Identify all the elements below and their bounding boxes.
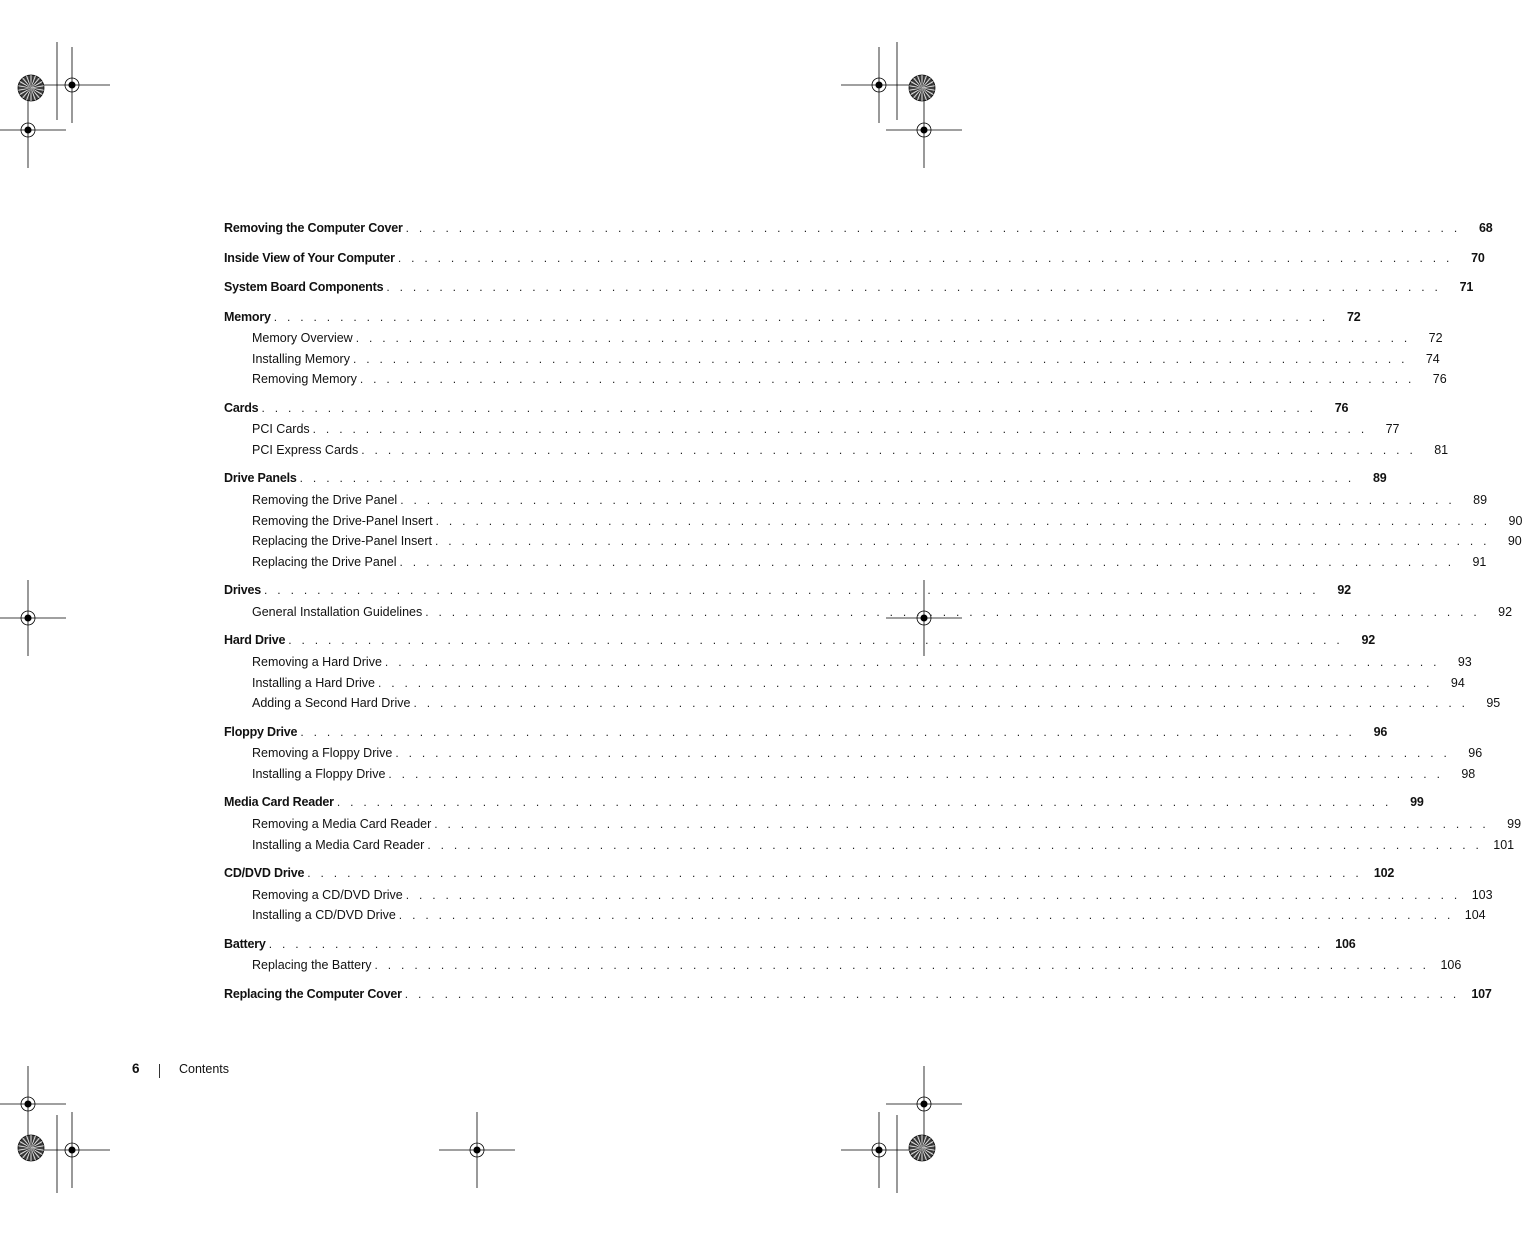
footer-title: Contents (179, 1062, 230, 1076)
toc-subentry-title: Replacing the Drive Panel (252, 554, 397, 569)
toc-subentry-page-number: 91 (1472, 554, 1487, 569)
dot-leader: . . . . . . . . . . . . . . . . . . . . . . . . . . . . . . . . . . . . . . . . . . . . . . . . . . . . . . . . . . . . . . . . . . . . . . . . . . . . . . . . (398, 908, 1454, 923)
toc-section (224, 468, 1522, 572)
toc-entry-title: Cards (224, 400, 259, 415)
toc-subentry[interactable] (224, 369, 1447, 390)
toc-subentry-title: Removing Memory (252, 372, 357, 387)
dot-leader: . . . . . . . . . . . . . . . . . . . . . . . . . . . . . . . . . . . . . . . . . . . . . . . . . . . . . . . . . . . . . . . . . . . . . . . . . . . . . . . . (384, 654, 1440, 669)
dot-leader: . . . . . . . . . . . . . . . . . . . . . . . . . . . . . . . . . . . . . . . . . . . . . . . . . . . . . . . . . . . . . . . . . . . . . . . . . . . . . . . . (399, 554, 1455, 569)
toc-subentry-page-number: 106 (1440, 958, 1462, 973)
toc-subentry[interactable] (224, 490, 1488, 511)
toc-section (224, 722, 1483, 785)
toc-entry-page-number: 76 (1334, 400, 1349, 415)
toc-section (224, 934, 1462, 976)
toc-entry-title: Drives (224, 583, 262, 598)
toc-subentry-title: Replacing the Battery (252, 958, 372, 973)
toc-subentry-title: Removing the Drive Panel (252, 492, 398, 507)
toc-entry-title: System Board Components (224, 280, 384, 294)
toc-entry-title: Inside View of Your Computer (224, 250, 395, 265)
toc-subentry-title: PCI Cards (252, 422, 310, 437)
toc-section (224, 248, 1485, 270)
toc-subentry-page-number: 89 (1473, 492, 1488, 507)
dot-leader: . . . . . . . . . . . . . . . . . . . . . . . . . . . . . . . . . . . . . . . . . . . . . . . . . . . . . . . . . . . . . . . . . . . . . . . . . . . . . . . . (395, 746, 1451, 761)
toc-entry-page-number: 102 (1373, 866, 1395, 881)
toc-subentry[interactable] (224, 349, 1440, 370)
toc-entry-title: Battery (224, 936, 266, 951)
toc-subentry-page-number: 94 (1450, 675, 1465, 690)
footer-divider (159, 1064, 160, 1078)
toc-subentry[interactable] (224, 905, 1486, 926)
toc-section (224, 277, 1474, 299)
toc-entry[interactable] (224, 934, 1356, 956)
table-of-contents (224, 218, 1522, 1013)
dot-leader: . . . . . . . . . . . . . . . . . . . . . . . . . . . . . . . . . . . . . . . . . . . . . . . . . . . . . . . . . . . . . . . . . . . . . . . . . . . . . . . . (425, 604, 1481, 619)
toc-subentry[interactable] (224, 955, 1462, 976)
toc-subentry-page-number: 72 (1428, 331, 1443, 345)
toc-subentry-page-number: 81 (1434, 442, 1449, 457)
toc-entry-title: Replacing the Computer Cover (224, 986, 402, 1001)
toc-entry-page-number: 92 (1337, 583, 1351, 598)
toc-section (224, 218, 1493, 240)
toc-subentry-title: General Installation Guidelines (252, 604, 423, 619)
toc-subentry-title: Installing Memory (252, 351, 350, 366)
dot-leader: . . . . . . . . . . . . . . . . . . . . . . . . . . . . . . . . . . . . . . . . . . . . . . . . . . . . . . . . . . . . . . . . . . . . . . . . . . . . . . . . (336, 795, 1392, 810)
toc-subentry-page-number: 104 (1464, 908, 1486, 923)
toc-subentry[interactable] (224, 743, 1483, 764)
toc-subentry-page-number: 76 (1432, 372, 1447, 387)
toc-entry[interactable] (224, 792, 1424, 814)
dot-leader: . . . . . . . . . . . . . . . . . . . . . . . . . . . . . . . . . . . . . . . . . . . . . . . . . . . . . . . . . . . . . . . . . . . . . . . . . . . . . . . . (261, 400, 1317, 415)
toc-subentry-page-number: 99 (1507, 816, 1522, 831)
dot-leader: . . . . . . . . . . . . . . . . . . . . . . . . . . . . . . . . . . . . . . . . . . . . . . . . . . . . . . . . . . . . . . . . . . . . . . . . . . . . . . . . (434, 816, 1490, 831)
dot-leader: . . . . . . . . . . . . . . . . . . . . . . . . . . . . . . . . . . . . . . . . . . . . . . . . . . . . . . . . . . . . . . . . . . . . . . . . . . . . . . . . (307, 866, 1363, 881)
toc-subentry-page-number: 101 (1493, 837, 1515, 852)
toc-subentry[interactable] (224, 440, 1449, 461)
dot-leader: . . . . . . . . . . . . . . . . . . . . . . . . . . . . . . . . . . . . . . . . . . . . . . . . . . . . . . . . . . . . . . . . . . . . . . . . . . . . . . . . (386, 280, 1442, 294)
toc-entry[interactable] (224, 630, 1376, 652)
dot-leader: . . . . . . . . . . . . . . . . . . . . . . . . . . . . . . . . . . . . . . . . . . . . . . . . . . . . . . . . . . . . . . . . . . . . . . . . . . . . . . . . (312, 422, 1368, 437)
dot-leader: . . . . . . . . . . . . . . . . . . . . . . . . . . . . . . . . . . . . . . . . . . . . . . . . . . . . . . . . . . . . . . . . . . . . . . . . . . . . . . . . (404, 986, 1460, 1001)
toc-subentry-title: Replacing the Drive-Panel Insert (252, 534, 432, 549)
toc-entry-title: Media Card Reader (224, 795, 334, 810)
dot-leader: . . . . . . . . . . . . . . . . . . . . . . . . . . . . . . . . . . . . . . . . . . . . . . . . . . . . . . . . . . . . . . . . . . . . . . . . . . . . . . . . (405, 887, 1461, 902)
toc-entry[interactable] (224, 580, 1351, 602)
toc-subentry[interactable] (224, 511, 1522, 532)
dot-leader: . . . . . . . . . . . . . . . . . . . . . . . . . . . . . . . . . . . . . . . . . . . . . . . . . . . . . . . . . . . . . . . . . . . . . . . . . . . . . . . . (273, 309, 1329, 324)
dot-leader: . . . . . . . . . . . . . . . . . . . . . . . . . . . . . . . . . . . . . . . . . . . . . . . . . . . . . . . . . . . . . . . . . . . . . . . . . . . . . . . . (361, 442, 1417, 457)
toc-subentry[interactable] (224, 531, 1522, 552)
dot-leader: . . . . . . . . . . . . . . . . . . . . . . . . . . . . . . . . . . . . . . . . . . . . . . . . . . . . . . . . . . . . . . . . . . . . . . . . . . . . . . . . (434, 534, 1490, 549)
toc-subentry[interactable] (224, 652, 1472, 673)
toc-entry-page-number: 71 (1459, 280, 1474, 294)
toc-entry-page-number: 99 (1410, 795, 1424, 810)
toc-entry-page-number: 96 (1373, 724, 1388, 739)
toc-section (224, 398, 1449, 461)
toc-subentry-title: Removing a Media Card Reader (252, 816, 432, 831)
toc-subentry-page-number: 77 (1385, 422, 1400, 437)
toc-subentry-title: Installing a Hard Drive (252, 675, 375, 690)
toc-subentry-page-number: 74 (1425, 351, 1440, 366)
toc-entry-page-number: 89 (1372, 471, 1387, 486)
toc-subentry-title: Installing a Floppy Drive (252, 766, 386, 781)
dot-leader: . . . . . . . . . . . . . . . . . . . . . . . . . . . . . . . . . . . . . . . . . . . . . . . . . . . . . . . . . . . . . . . . . . . . . . . . . . . . . . . . (405, 221, 1461, 235)
toc-subentry-page-number: 92 (1498, 604, 1513, 619)
toc-subentry[interactable] (224, 693, 1501, 714)
dot-leader: . . . . . . . . . . . . . . . . . . . . . . . . . . . . . . . . . . . . . . . . . . . . . . . . . . . . . . . . . . . . . . . . . . . . . . . . . . . . . . . . (268, 936, 1324, 951)
dot-leader: . . . . . . . . . . . . . . . . . . . . . . . . . . . . . . . . . . . . . . . . . . . . . . . . . . . . . . . . . . . . . . . . . . . . . . . . . . . . . . . . (427, 837, 1483, 852)
toc-section (224, 792, 1522, 855)
page-footer (0, 1060, 954, 1080)
page-number: 6 (132, 1061, 140, 1076)
toc-subentry-page-number: 103 (1471, 887, 1493, 902)
toc-subentry[interactable] (224, 673, 1465, 694)
dot-leader: . . . . . . . . . . . . . . . . . . . . . . . . . . . . . . . . . . . . . . . . . . . . . . . . . . . . . . . . . . . . . . . . . . . . . . . . . . . . . . . . (299, 471, 1355, 486)
toc-section (224, 580, 1513, 622)
toc-subentry[interactable] (224, 764, 1476, 785)
toc-subentry[interactable] (224, 419, 1400, 440)
toc-subentry[interactable] (224, 602, 1513, 623)
toc-entry[interactable] (224, 218, 1493, 240)
dot-leader: . . . . . . . . . . . . . . . . . . . . . . . . . . . . . . . . . . . . . . . . . . . . . . . . . . . . . . . . . . . . . . . . . . . . . . . . . . . . . . . . (400, 492, 1456, 507)
dot-leader: . . . . . . . . . . . . . . . . . . . . . . . . . . . . . . . . . . . . . . . . . . . . . . . . . . . . . . . . . . . . . . . . . . . . . . . . . . . . . . . . (388, 766, 1444, 781)
dot-leader: . . . . . . . . . . . . . . . . . . . . . . . . . . . . . . . . . . . . . . . . . . . . . . . . . . . . . . . . . . . . . . . . . . . . . . . . . . . . . . . . (413, 696, 1469, 711)
dot-leader: . . . . . . . . . . . . . . . . . . . . . . . . . . . . . . . . . . . . . . . . . . . . . . . . . . . . . . . . . . . . . . . . . . . . . . . . . . . . . . . . (397, 250, 1453, 265)
toc-entry[interactable] (224, 307, 1361, 329)
toc-entry[interactable] (224, 984, 1492, 1006)
toc-subentry-title: Removing a CD/DVD Drive (252, 887, 403, 902)
toc-entry-title: Drive Panels (224, 471, 297, 486)
toc-subentry-title: Removing the Drive-Panel Insert (252, 513, 433, 528)
toc-entry-page-number: 72 (1347, 309, 1361, 324)
toc-subentry-page-number: 90 (1508, 513, 1522, 528)
dot-leader: . . . . . . . . . . . . . . . . . . . . . . . . . . . . . . . . . . . . . . . . . . . . . . . . . . . . . . . . . . . . . . . . . . . . . . . . . . . . . . . . (352, 351, 1408, 366)
toc-entry[interactable] (224, 248, 1485, 270)
toc-section (224, 863, 1493, 926)
toc-entry[interactable] (224, 398, 1349, 420)
toc-entry-page-number: 92 (1361, 633, 1376, 648)
dot-leader: . . . . . . . . . . . . . . . . . . . . . . . . . . . . . . . . . . . . . . . . . . . . . . . . . . . . . . . . . . . . . . . . . . . . . . . . . . . . . . . . (355, 331, 1411, 345)
toc-entry-title: Hard Drive (224, 633, 286, 648)
toc-subentry-page-number: 93 (1457, 654, 1472, 669)
toc-entry-page-number: 68 (1478, 221, 1493, 235)
toc-subentry-title: Memory Overview (252, 331, 353, 345)
dot-leader: . . . . . . . . . . . . . . . . . . . . . . . . . . . . . . . . . . . . . . . . . . . . . . . . . . . . . . . . . . . . . . . . . . . . . . . . . . . . . . . . (288, 633, 1344, 648)
toc-entry[interactable] (224, 863, 1395, 885)
toc-subentry[interactable] (224, 814, 1522, 835)
toc-entry-page-number: 70 (1471, 250, 1485, 265)
dot-leader: . . . . . . . . . . . . . . . . . . . . . . . . . . . . . . . . . . . . . . . . . . . . . . . . . . . . . . . . . . . . . . . . . . . . . . . . . . . . . . . . (359, 372, 1415, 387)
toc-subentry-page-number: 95 (1486, 696, 1501, 711)
toc-subentry-title: Installing a Media Card Reader (252, 837, 425, 852)
toc-subentry-title: Adding a Second Hard Drive (252, 696, 411, 711)
toc-subentry[interactable] (224, 835, 1515, 856)
toc-subentry[interactable] (224, 885, 1493, 906)
toc-subentry-title: PCI Express Cards (252, 442, 359, 457)
dot-leader: . . . . . . . . . . . . . . . . . . . . . . . . . . . . . . . . . . . . . . . . . . . . . . . . . . . . . . . . . . . . . . . . . . . . . . . . . . . . . . . . (264, 583, 1319, 598)
toc-subentry-title: Removing a Floppy Drive (252, 746, 393, 761)
toc-entry-title: CD/DVD Drive (224, 866, 305, 881)
toc-entry-title: Floppy Drive (224, 724, 298, 739)
toc-subentry[interactable] (224, 328, 1443, 349)
toc-subentry-page-number: 98 (1461, 766, 1476, 781)
dot-leader: . . . . . . . . . . . . . . . . . . . . . . . . . . . . . . . . . . . . . . . . . . . . . . . . . . . . . . . . . . . . . . . . . . . . . . . . . . . . . . . . (300, 724, 1356, 739)
toc-section (224, 630, 1501, 713)
toc-entry-title: Removing the Computer Cover (224, 221, 403, 235)
toc-entry[interactable] (224, 722, 1388, 744)
toc-subentry-page-number: 96 (1468, 746, 1483, 761)
toc-subentry-title: Removing a Hard Drive (252, 654, 382, 669)
toc-entry-page-number: 107 (1471, 986, 1492, 1001)
toc-entry-page-number: 106 (1335, 936, 1356, 951)
toc-section (224, 307, 1447, 390)
toc-subentry-title: Installing a CD/DVD Drive (252, 908, 396, 923)
toc-section (224, 984, 1492, 1006)
toc-entry-title: Memory (224, 309, 271, 324)
toc-entry[interactable] (224, 468, 1387, 490)
dot-leader: . . . . . . . . . . . . . . . . . . . . . . . . . . . . . . . . . . . . . . . . . . . . . . . . . . . . . . . . . . . . . . . . . . . . . . . . . . . . . . . . (435, 513, 1491, 528)
toc-subentry-page-number: 90 (1507, 534, 1522, 549)
toc-subentry[interactable] (224, 552, 1487, 573)
toc-entry[interactable] (224, 277, 1474, 299)
dot-leader: . . . . . . . . . . . . . . . . . . . . . . . . . . . . . . . . . . . . . . . . . . . . . . . . . . . . . . . . . . . . . . . . . . . . . . . . . . . . . . . . (374, 958, 1430, 973)
dot-leader: . . . . . . . . . . . . . . . . . . . . . . . . . . . . . . . . . . . . . . . . . . . . . . . . . . . . . . . . . . . . . . . . . . . . . . . . . . . . . . . . (377, 675, 1433, 690)
